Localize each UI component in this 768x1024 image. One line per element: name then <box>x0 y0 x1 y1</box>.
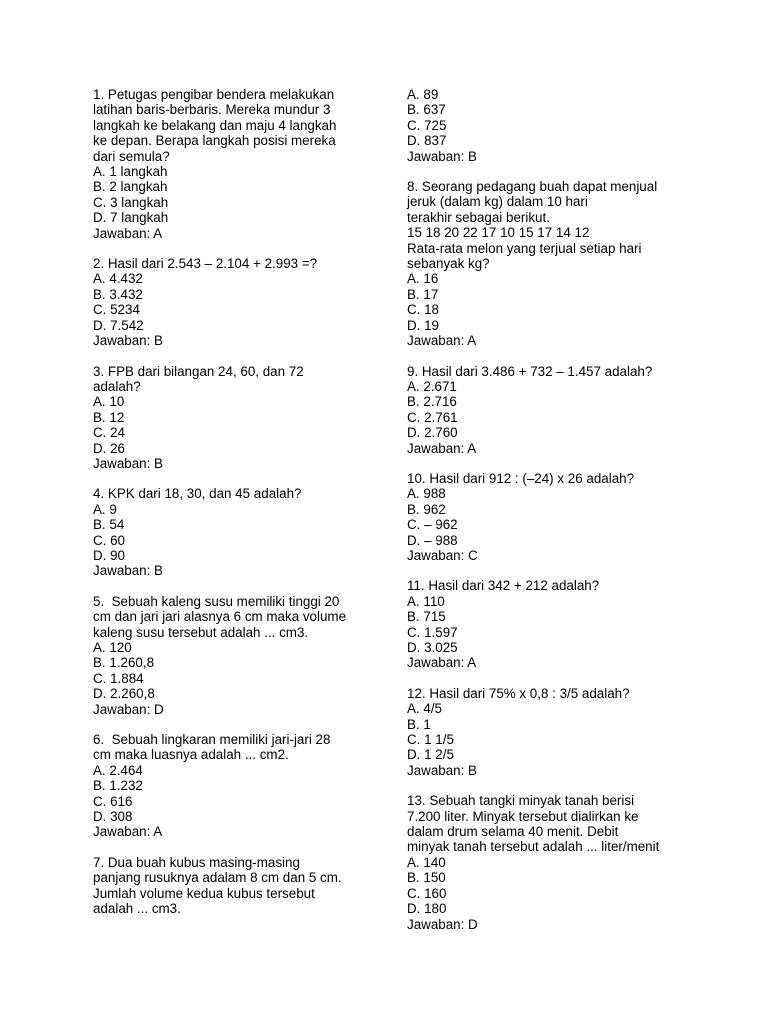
text-line: Jawaban: B <box>407 762 477 778</box>
text-line: latihan baris-berbaris. Mereka mundur 3 <box>93 102 331 118</box>
text-line: C. 160 <box>407 885 447 901</box>
question-block <box>407 471 707 563</box>
text-line: 4. KPK dari 18, 30, dan 45 adalah? <box>93 486 302 502</box>
text-line: 2. Hasil dari 2.543 – 2.104 + 2.993 =? <box>93 256 318 272</box>
text-line: A. 4.432 <box>93 271 143 287</box>
question-block <box>407 87 707 164</box>
text-line: A. 10 <box>93 394 125 410</box>
text-line: A. 2.464 <box>93 762 143 778</box>
text-line: Jawaban: D <box>93 701 164 717</box>
text-line: Jawaban: A <box>93 225 163 241</box>
text-line: D. 3.025 <box>407 640 458 655</box>
text-line: C. 18 <box>407 302 440 318</box>
text-line: B. 637 <box>407 102 446 118</box>
text-line: C. 2.761 <box>407 409 458 425</box>
question-block <box>407 793 707 932</box>
text-line: B. 2.716 <box>407 394 457 410</box>
question-block <box>93 594 383 717</box>
left-column <box>93 87 383 932</box>
text-line: B. 1 <box>407 716 431 732</box>
text-line: A. 988 <box>407 486 446 502</box>
text-line: cm dan jari jari alasnya 6 cm maka volume <box>93 609 347 625</box>
text-line: 1. Petugas pengibar bendera melakukan <box>93 87 335 102</box>
text-line: adalah? <box>93 378 141 394</box>
text-line: B. 1.260,8 <box>93 655 155 671</box>
text-line: ke depan. Berapa langkah posisi mereka <box>93 133 336 149</box>
text-line: C. 725 <box>407 117 447 133</box>
text-line: A. 9 <box>93 501 117 517</box>
text-line: Jawaban: A <box>407 655 477 671</box>
text-line: B. 1.232 <box>93 778 143 794</box>
text-line: B. 3.432 <box>93 286 143 302</box>
text-line: 6. Sebuah lingkaran memiliki jari-jari 28 <box>93 732 331 748</box>
text-line: Jawaban: C <box>407 547 478 563</box>
text-line: Jawaban: A <box>93 824 163 840</box>
text-line: B. 54 <box>93 517 125 533</box>
text-line: 5. Sebuah kaleng susu memiliki tinggi 20 <box>93 593 340 609</box>
text-line: langkah ke belakang dan maju 4 langkah <box>93 117 337 133</box>
text-line: jeruk (dalam kg) dalam 10 hari <box>407 194 588 210</box>
text-line: A. 110 <box>407 593 445 609</box>
text-line: 15 18 20 22 17 10 15 17 14 12 <box>407 225 590 241</box>
text-line: D. 2.760 <box>407 425 458 441</box>
text-line: C. 1.597 <box>407 624 458 640</box>
text-line: D. 180 <box>407 901 447 917</box>
text-line: D. 837 <box>407 133 447 149</box>
text-line: B. 17 <box>407 286 439 302</box>
text-line: B. 150 <box>407 870 446 886</box>
text-line: 10. Hasil dari 912 : (–24) x 26 adalah? <box>407 470 635 486</box>
text-line: A. 2.671 <box>407 378 457 394</box>
text-line: B. 12 <box>93 409 125 425</box>
text-line: D. 308 <box>93 809 133 825</box>
text-line: Jawaban: B <box>93 333 163 349</box>
text-line: 12. Hasil dari 75% x 0,8 : 3/5 adalah? <box>407 685 630 701</box>
text-line: D. 2.260,8 <box>93 686 155 702</box>
text-line: Jawaban: B <box>407 148 477 164</box>
question-block <box>93 855 383 917</box>
text-line: 7. Dua buah kubus masing-masing <box>93 854 300 870</box>
text-line: panjang rusuknya adalam 8 cm dan 5 cm. <box>93 870 342 886</box>
text-line: cm maka luasnya adalah ... cm2. <box>93 747 289 763</box>
text-line: D. 90 <box>93 547 126 563</box>
text-line: D. 26 <box>93 440 126 456</box>
text-line: B. 715 <box>407 609 446 625</box>
text-line: C. 60 <box>93 532 126 548</box>
text-line: A. 120 <box>93 640 132 655</box>
text-line: dalam drum selama 40 menit. Debit <box>407 824 619 840</box>
text-line: A. 4/5 <box>407 701 442 717</box>
text-line: Rata-rata melon yang terjual setiap hari <box>407 240 642 256</box>
text-line: 9. Hasil dari 3.486 + 732 – 1.457 adalah? <box>407 363 653 379</box>
text-line: B. 2 langkah <box>93 179 168 195</box>
text-line: A. 89 <box>407 87 439 102</box>
text-line: Jawaban: A <box>407 440 477 456</box>
text-line: adalah ... cm3. <box>93 901 181 917</box>
text-line: Jawaban: D <box>407 916 478 932</box>
text-line: sebanyak kg? <box>407 256 490 272</box>
text-line: C. 24 <box>93 425 126 441</box>
question-block <box>93 732 383 840</box>
text-line: C. 5234 <box>93 302 140 318</box>
text-line: D. 7.542 <box>93 317 144 333</box>
text-line: minyak tanah tersebut adalah ... liter/menit <box>407 839 660 855</box>
text-line: C. 1 1/5 <box>407 732 454 748</box>
text-line: C. – 962 <box>407 517 458 533</box>
text-line: B. 962 <box>407 501 446 517</box>
text-line: C. 616 <box>93 793 133 809</box>
text-line: dari semula? <box>93 148 170 164</box>
right-column <box>407 87 707 947</box>
text-line: A. 1 langkah <box>93 164 168 180</box>
text-line: Jawaban: B <box>93 563 163 579</box>
text-line: Jawaban: B <box>93 455 163 471</box>
question-block <box>407 364 707 456</box>
text-line: 13. Sebuah tangki minyak tanah berisi <box>407 793 635 809</box>
text-line: C. 1.884 <box>93 670 144 686</box>
question-block <box>407 578 707 670</box>
text-line: Jawaban: A <box>407 333 477 349</box>
question-block <box>93 256 383 348</box>
text-line: Jumlah volume kedua kubus tersebut <box>93 885 315 901</box>
text-line: 11. Hasil dari 342 + 212 adalah? <box>407 578 600 594</box>
text-line: 8. Seorang pedagang buah dapat menjual <box>407 179 658 195</box>
text-line: 7.200 liter. Minyak tersebut dialirkan ke <box>407 808 639 824</box>
question-block <box>407 179 707 348</box>
text-line: D. 1 2/5 <box>407 747 454 763</box>
text-line: C. 3 langkah <box>93 194 169 210</box>
text-line: D. 19 <box>407 317 440 333</box>
text-line: D. – 988 <box>407 532 458 548</box>
question-block <box>93 364 383 472</box>
text-line: 3. FPB dari bilangan 24, 60, dan 72 <box>93 363 304 379</box>
text-line: kaleng susu tersebut adalah ... cm3. <box>93 624 309 640</box>
question-block <box>407 686 707 778</box>
text-line: D. 7 langkah <box>93 210 169 226</box>
question-block <box>93 486 383 578</box>
text-line: A. 140 <box>407 854 446 870</box>
question-block <box>93 87 383 241</box>
text-line: terakhir sebagai berikut. <box>407 209 550 225</box>
text-line: A. 16 <box>407 271 439 287</box>
